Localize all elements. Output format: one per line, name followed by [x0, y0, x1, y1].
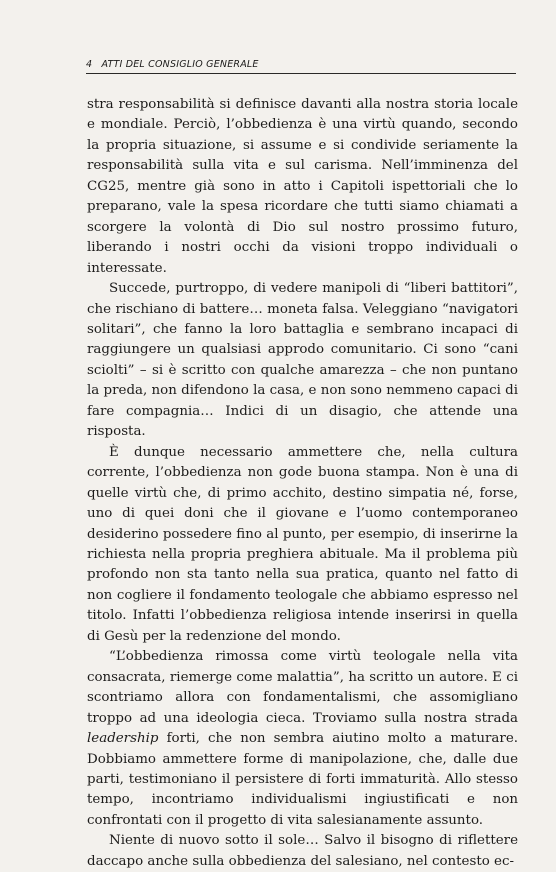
paragraph-1: stra responsabilità si definisce davanti alla nostra storia locale e mondiale. Perciò, l’obbedienza è una virtù quando, secondo la propria situazione, si assume e si condivide seriamente la responsabilità sulla vita e sul carisma. Nell’imminenza del CG25, mentre già sono in atto i Capitoli ispettoriali che lo preparano, vale la spesa ricordare che tutti siamo chiamati a scorgere la volontà di Dio sul nostro prossimo futuro, liberando i nostri occhi da visioni troppo individuali o interessate. [87, 97, 518, 276]
paragraph-2: Succede, purtroppo, di vedere manipoli di “liberi battitori”, che rischiano di battere… moneta falsa. Veleggiano “navigatori solitari”, che fanno la loro battaglia e sembrano incapaci di raggiungere un qualsiasi approdo comunitario. Ci sono “cani sciolti” – si è scritto con qualche amarezza – che non puntano la preda, non difendono la casa, e non sono nemmeno capaci di fare compagnia… Indici di un disagio, che attende una risposta. [87, 281, 518, 440]
italic-term: leadership [87, 731, 159, 747]
running-header [86, 56, 516, 73]
paragraph-4: “L’obbedienza rimossa come virtù teologale nella vita consacrata, riemerge come malattia”, ha scritto un autore. E ci scontriamo allora con fondamentalismi, che assomigliano troppo ad una ideologia cieca. Troviamo sulla nostra strada leadership forti, che non sembra aiutino molto a maturare. Dobbiamo ammettere forme di manipolazione, che, dalle due parti, testimoniano il persistere di forti immaturità. Allo stesso tempo, incontriamo individualismi ingiustificati e non confrontati con il progetto di vita salesianamente assunto. [87, 649, 518, 828]
paragraph-5: Niente di nuovo sotto il sole… Salvo il bisogno di riflettere daccapo anche sulla obbedienza del salesiano, nel contesto ec- [87, 833, 518, 869]
body-text [87, 95, 518, 872]
header-rule [86, 73, 516, 74]
page-number: 4 [86, 59, 93, 70]
paragraph-3: È dunque necessario ammettere che, nella cultura corrente, l’obbedienza non gode buona stampa. Non è una di quelle virtù che, di primo acchito, destino simpatia né, forse, uno di quei doni che il giovane e l’uomo contemporaneo desiderino possedere fino al punto, per esempio, di inserirne la richiesta nella propria preghiera abituale. Ma il problema più profondo non sta tanto nella sua pratica, quanto nel fatto di non cogliere il fondamento teologale che abbiamo espresso nel titolo. Infatti l’obbedienza religiosa intende inserirsi in quella di Gesù per la redenzione del mondo. [87, 444, 518, 644]
running-title: ATTI DEL CONSIGLIO GENERALE [101, 59, 259, 70]
